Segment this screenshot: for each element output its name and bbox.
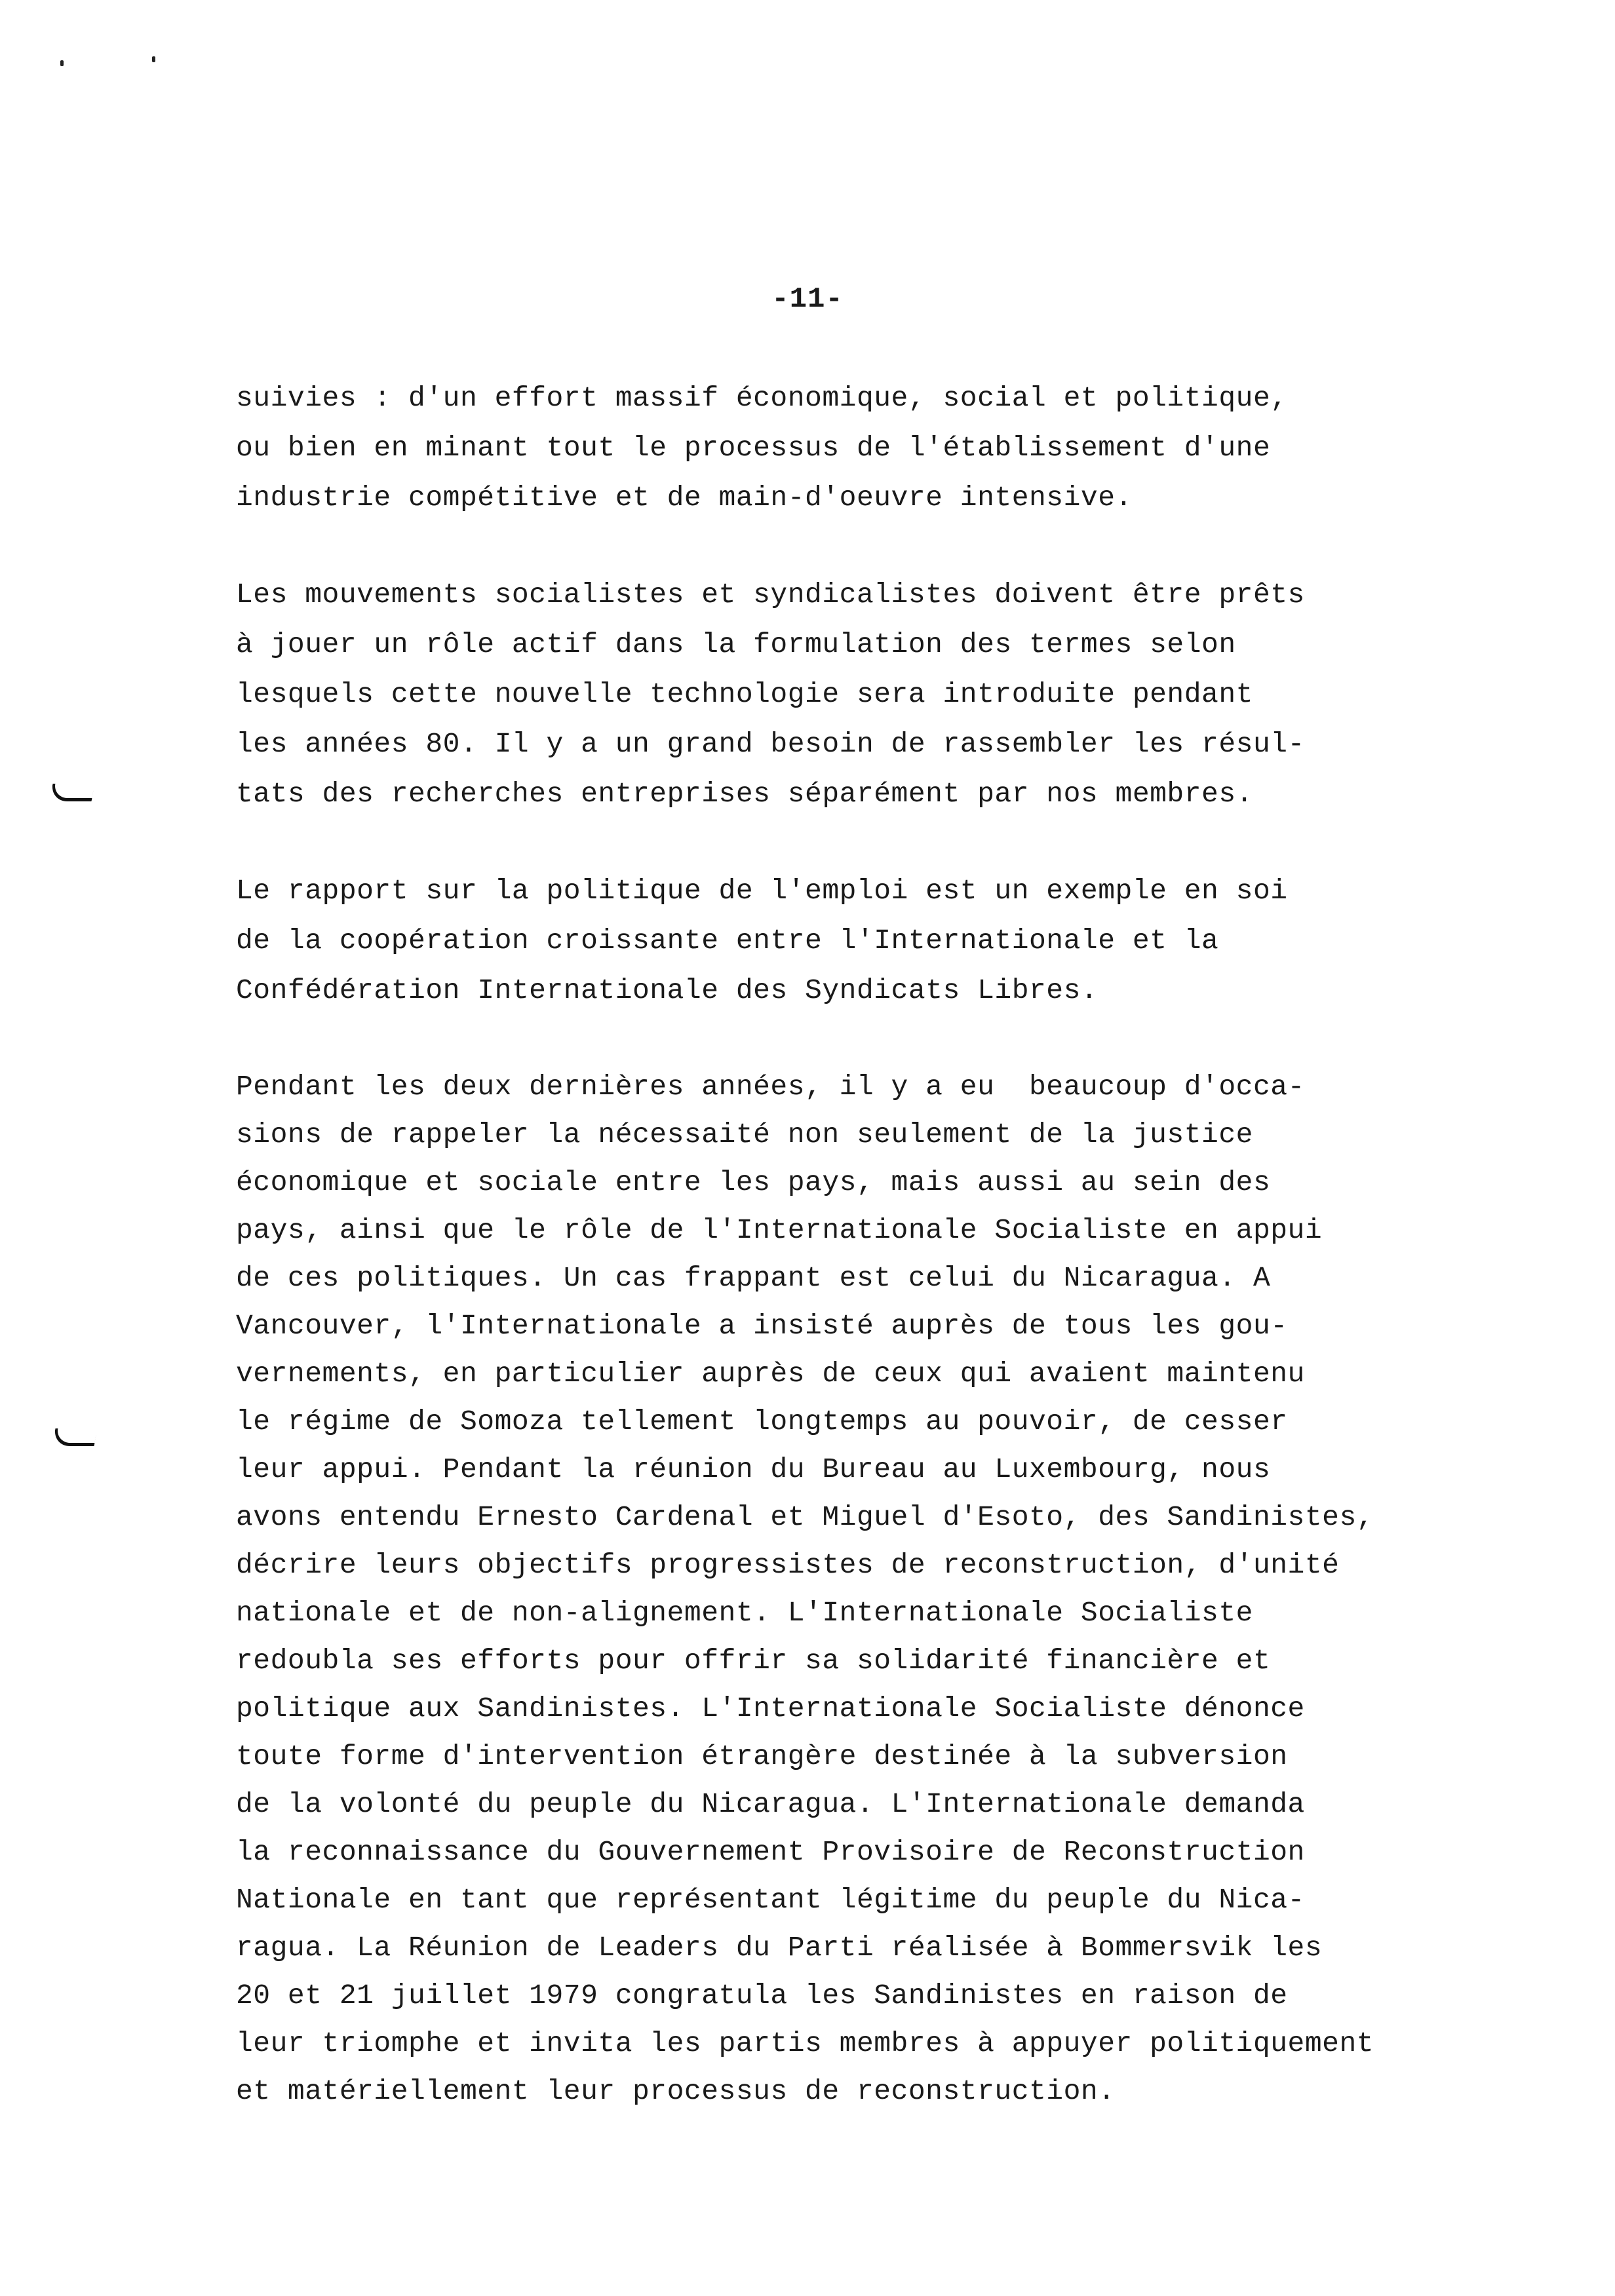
text-line: le régime de Somoza tellement longtemps au pouvoir, de cesser — [236, 1406, 1288, 1438]
text-line: Le rapport sur la politique de l'emploi est un exemple en soi — [236, 875, 1288, 907]
text-line: ou bien en minant tout le processus de l'établissement d'une — [236, 432, 1271, 464]
text-line: et matériellement leur processus de reconstruction. — [236, 2075, 1116, 2107]
margin-mark — [50, 784, 95, 801]
text-line: tats des recherches entreprises séparément par nos membres. — [236, 778, 1253, 810]
text-line: décrire leurs objectifs progressistes de reconstruction, d'unité — [236, 1549, 1340, 1581]
paragraph — [236, 570, 1521, 819]
page-number: -11- — [771, 283, 844, 316]
text-line: Pendant les deux dernières années, il y a eu beaucoup d'occa- — [236, 1071, 1305, 1103]
text-line: la reconnaissance du Gouvernement Provisoire de Reconstruction — [236, 1836, 1305, 1868]
text-line: toute forme d'intervention étrangère destinée à la subversion — [236, 1740, 1288, 1772]
text-line: de la coopération croissante entre l'Internationale et la — [236, 925, 1219, 957]
text-line: sions de rappeler la nécessaité non seulement de la justice — [236, 1119, 1253, 1151]
body-text — [236, 373, 1521, 2162]
text-line: de ces politiques. Un cas frappant est celui du Nicaragua. A — [236, 1262, 1271, 1294]
scan-speck — [60, 60, 64, 66]
text-line: à jouer un rôle actif dans la formulation des termes selon — [236, 628, 1236, 660]
text-line: économique et sociale entre les pays, mais aussi au sein des — [236, 1166, 1271, 1198]
paragraph — [236, 373, 1521, 523]
text-line: leur triomphe et invita les partis membres à appuyer politiquement — [236, 2027, 1374, 2059]
text-line: Les mouvements socialistes et syndicalistes doivent être prêts — [236, 579, 1305, 611]
text-line: leur appui. Pendant la réunion du Bureau au Luxembourg, nous — [236, 1453, 1271, 1485]
text-line: pays, ainsi que le rôle de l'Internationale Socialiste en appui — [236, 1214, 1323, 1246]
text-line: nationale et de non-alignement. L'Internationale Socialiste — [236, 1597, 1253, 1629]
paragraph — [236, 866, 1521, 1016]
text-line: industrie compétitive et de main-d'oeuvre intensive. — [236, 482, 1133, 514]
text-line: 20 et 21 juillet 1979 congratula les Sandinistes en raison de — [236, 1980, 1288, 2012]
margin-mark — [52, 1428, 98, 1446]
text-line: suivies : d'un effort massif économique, social et politique, — [236, 382, 1288, 414]
text-line: les années 80. Il y a un grand besoin de rassembler les résul- — [236, 728, 1305, 760]
text-line: Nationale en tant que représentant légitime du peuple du Nica- — [236, 1884, 1305, 1916]
paragraph — [236, 1063, 1521, 2115]
text-line: avons entendu Ernesto Cardenal et Miguel d'Esoto, des Sandinistes, — [236, 1501, 1374, 1533]
text-line: de la volonté du peuple du Nicaragua. L'Internationale demanda — [236, 1788, 1305, 1820]
text-line: ragua. La Réunion de Leaders du Parti réalisée à Bommersvik les — [236, 1932, 1323, 1964]
text-line: vernements, en particulier auprès de ceux qui avaient maintenu — [236, 1358, 1305, 1390]
text-line: Confédération Internationale des Syndicats Libres. — [236, 974, 1099, 1006]
scan-speck — [152, 56, 155, 62]
text-line: lesquels cette nouvelle technologie sera introduite pendant — [236, 678, 1253, 710]
text-line: politique aux Sandinistes. L'Internationale Socialiste dénonce — [236, 1693, 1305, 1725]
text-line: redoubla ses efforts pour offrir sa solidarité financière et — [236, 1645, 1271, 1677]
text-line: Vancouver, l'Internationale a insisté auprès de tous les gou- — [236, 1310, 1288, 1342]
